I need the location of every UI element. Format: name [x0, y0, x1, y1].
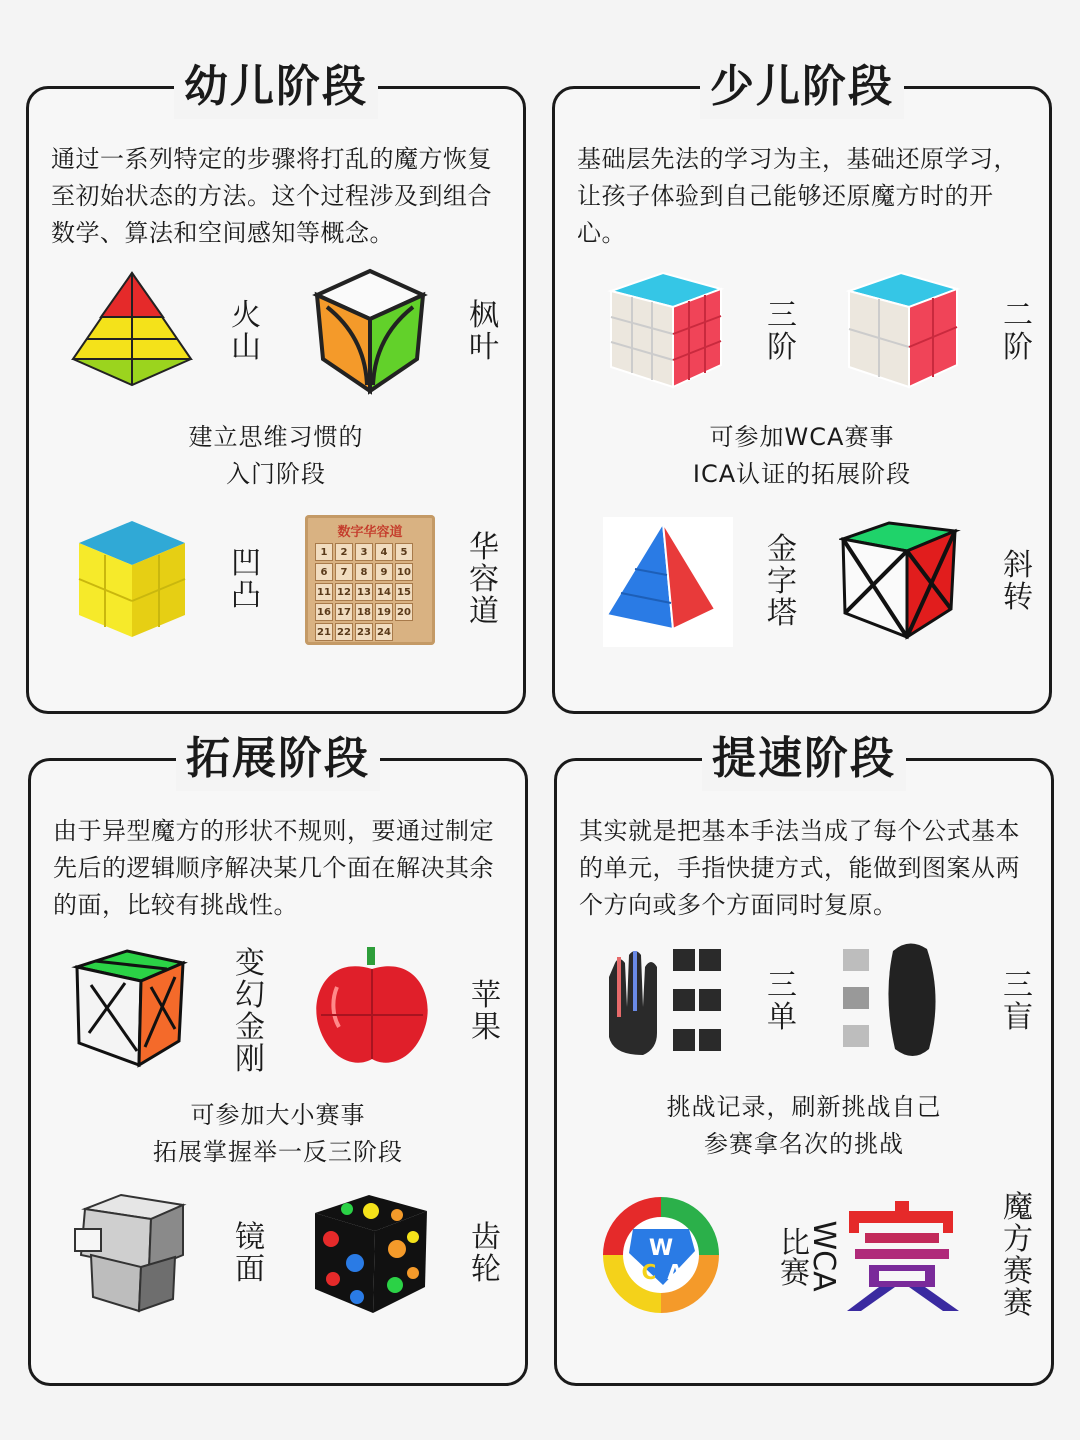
item-label: 斜转 — [1003, 548, 1033, 615]
item-label: 变幻金刚 — [235, 946, 265, 1077]
svg-text:W: W — [648, 1236, 674, 1261]
item-gear — [307, 1189, 537, 1319]
summary-line-2: 拓展掌握举一反三阶段 — [153, 1138, 403, 1166]
stage-summary — [29, 419, 523, 493]
puzzle-tile: 14 — [375, 583, 393, 601]
item-3x3 — [603, 267, 833, 397]
apple-cube-icon — [307, 947, 437, 1077]
competition-logo-icon — [839, 1193, 969, 1323]
item-axis-cube — [71, 937, 301, 1087]
3x3-cube-icon — [603, 267, 733, 397]
puzzle-tile: 20 — [395, 603, 413, 621]
panel-description: 通过一系列特定的步骤将打乱的魔方恢复至初始状态的方法。这个过程涉及到组合数学、算法和空间感知等概念。 — [51, 145, 492, 247]
puzzle-tile: 10 — [395, 563, 413, 581]
item-label: 凹凸 — [231, 546, 261, 613]
panel-title: 提速阶段 — [702, 727, 906, 791]
puzzle-tile: 15 — [395, 583, 413, 601]
item-label: 齿轮 — [471, 1220, 501, 1287]
panel-title: 少儿阶段 — [700, 55, 904, 119]
2x2-cube-icon — [839, 267, 969, 397]
puzzle-tile: 24 — [375, 623, 393, 641]
puzzle-tile: 7 — [335, 563, 353, 581]
puzzle-tile: 8 — [355, 563, 373, 581]
hand-timer-icon — [603, 937, 733, 1067]
panel-title: 幼儿阶段 — [174, 55, 378, 119]
item-apple — [307, 947, 537, 1077]
item-label: WCA比赛 — [774, 1220, 841, 1292]
panel-description: 基础层先法的学习为主，基础还原学习，让孩子体验到自己能够还原魔方时的开心。 — [577, 145, 1018, 247]
summary-line-2: ICA认证的拓展阶段 — [692, 460, 912, 488]
svg-text:C: C — [641, 1260, 657, 1284]
stage-summary — [557, 1089, 1051, 1163]
item-single-solve — [603, 937, 833, 1067]
puzzle-tile: 19 — [375, 603, 393, 621]
panel-title: 拓展阶段 — [176, 727, 380, 791]
summary-line-2: 参赛拿名次的挑战 — [704, 1130, 904, 1158]
puzzle-tile: 17 — [335, 603, 353, 621]
maple-leaf-cube-icon — [305, 267, 435, 397]
puzzle-tile: 9 — [375, 563, 393, 581]
puzzle-grid — [315, 543, 435, 641]
sliding-puzzle-icon — [305, 515, 435, 645]
puzzle-tile: 18 — [355, 603, 373, 621]
item-2x2 — [839, 267, 1069, 397]
puzzle-tile: 13 — [355, 583, 373, 601]
puzzle-tile: 3 — [355, 543, 373, 561]
puzzle-tile: 6 — [315, 563, 333, 581]
item-label: 三阶 — [767, 298, 797, 365]
puzzle-tile: 2 — [335, 543, 353, 561]
panel-child-stage — [552, 61, 1052, 714]
puzzle-tile: 1 — [315, 543, 333, 561]
blindfold-icon — [839, 937, 969, 1067]
axis-cube-icon — [71, 947, 201, 1077]
puzzle-tile: 21 — [315, 623, 333, 641]
summary-line-1: 可参加WCA赛事 — [709, 423, 895, 451]
item-label: 火山 — [231, 298, 261, 365]
item-label: 华容道 — [469, 530, 499, 629]
item-label: 三盲 — [1003, 968, 1033, 1035]
item-mirror — [71, 1189, 301, 1319]
item-competition — [839, 1181, 1069, 1331]
stage-summary — [555, 419, 1049, 493]
summary-line-1: 挑战记录，刷新挑战自己 — [666, 1093, 942, 1121]
puzzle-tile: 11 — [315, 583, 333, 601]
item-label: 枫叶 — [469, 298, 499, 365]
item-maple-leaf — [305, 267, 535, 397]
item-concave — [67, 515, 297, 645]
item-label: 镜面 — [235, 1220, 265, 1287]
item-label: 三单 — [767, 968, 797, 1035]
puzzle-tile: 5 — [395, 543, 413, 561]
summary-line-2: 入门阶段 — [226, 460, 326, 488]
item-volcano — [67, 267, 297, 397]
volcano-pyramid-icon — [67, 267, 197, 397]
gear-cube-icon — [307, 1189, 437, 1319]
concave-cube-icon — [67, 515, 197, 645]
item-pyraminx — [603, 517, 833, 647]
stage-summary — [31, 1097, 525, 1171]
item-label: 金字塔 — [767, 532, 797, 631]
item-blindfold — [839, 937, 1069, 1067]
wca-logo-icon — [599, 1193, 729, 1323]
puzzle-tile: 4 — [375, 543, 393, 561]
skewb-icon — [839, 517, 969, 647]
pyraminx-icon — [603, 517, 733, 647]
puzzle-title: 数字华容道 — [337, 525, 403, 540]
svg-text:A: A — [667, 1260, 683, 1284]
item-wca — [599, 1181, 841, 1331]
item-sliding-puzzle — [305, 515, 535, 645]
item-label: 魔方赛赛 — [1003, 1190, 1033, 1321]
panel-expansion-stage — [28, 733, 528, 1386]
panel-description: 由于异型魔方的形状不规则，要通过制定先后的逻辑顺序解决某几个面在解决其余的面，比较有挑战性。 — [53, 817, 494, 919]
panel-toddler-stage — [26, 61, 526, 714]
panel-speed-stage — [554, 733, 1054, 1386]
puzzle-tile: 16 — [315, 603, 333, 621]
puzzle-tile: 23 — [355, 623, 373, 641]
summary-line-1: 建立思维习惯的 — [188, 423, 364, 451]
item-label: 苹果 — [471, 978, 501, 1045]
puzzle-tile: 12 — [335, 583, 353, 601]
puzzle-tile: 22 — [335, 623, 353, 641]
panel-description: 其实就是把基本手法当成了每个公式基本的单元，手指快捷方式，能做到图案从两个方向或多个方面同时复原。 — [579, 817, 1020, 919]
item-label: 二阶 — [1003, 298, 1033, 365]
mirror-cube-icon — [71, 1189, 201, 1319]
summary-line-1: 可参加大小赛事 — [190, 1101, 366, 1129]
item-skewb — [839, 517, 1069, 647]
